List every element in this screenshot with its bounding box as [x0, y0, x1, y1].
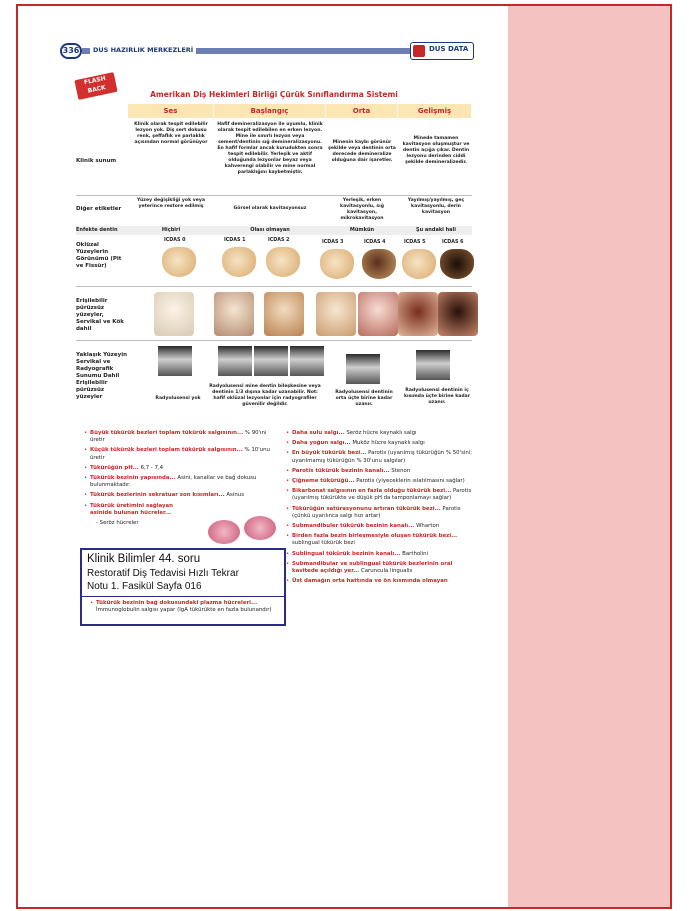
cell-klinik-baslangic: Hafif demineralizasyon ile uyumlu, klinik olarak tespit edilebilen en erken lezyon. Mine ile sınırlı lezyon veya sement/dentinin sığ demineralizasyonu. En hafif formlar ancak kurudukten sonra tespit edilebilir. Yerleşik ve aktif olduğunda lezyonlar beyaz veya kahverengi olabilir ve mine normal parlaklığını kaybetmiştir. [217, 122, 323, 175]
cell-diger-gelismis: Yayılmış/yayılmış, geç kavitasyonlu, derin kavitasyon [407, 198, 465, 215]
cell-klinik-orta: Minenin kaybı görünür şekilde veya dentinin orta derecede demineralize olduğuna dair işaretler. [328, 140, 396, 163]
column-gelismis: Gelişmiş [398, 104, 472, 118]
row-label-erisilebilir: Erişilebilir pürüzsüz yüzeyler, Servikal ve Kök dahil [76, 298, 124, 332]
xray-image [346, 354, 380, 384]
tooth-photo [358, 292, 398, 336]
tooth-photo [214, 292, 254, 336]
flash-back-badge: FLASH BACK [74, 72, 117, 100]
tooth-image [320, 249, 354, 279]
gland-illustration [244, 516, 276, 540]
column-ses: Ses [128, 104, 214, 118]
cell-diger-baslangic: Görsel olarak kavitasyonsuz [233, 206, 307, 211]
tooth-photo [398, 292, 438, 336]
gland-illustration [208, 520, 240, 544]
logo-text: DUS DATA [429, 45, 469, 53]
column-baslangic: Başlangıç [214, 104, 326, 118]
tooth-image [266, 247, 300, 277]
row-divider [76, 340, 472, 341]
sub-item: - Seröz hücreler [96, 520, 139, 527]
tooth-photo [154, 292, 194, 336]
icdas-label: ICDAS 4 [364, 240, 386, 245]
list-item: • Submandibular ve sublingual tükürük bezlerinin oral kavitede açıldığı yer... Caruncula lingualis [286, 561, 476, 575]
list-item: • Daha yoğun salgı... Muköz hücre kaynaklı salgı [286, 440, 476, 447]
column-orta: Orta [326, 104, 398, 118]
table-title: Amerikan Diş Hekimleri Birliği Çürük Sınıflandırma Sistemi [150, 90, 398, 99]
cell-klinik-gelismis: Minede tamamen kavitasyon oluşmuştur ve dentin açığa çıkar. Dentin lezyonu derinden ciddi şekilde demineralizedir. [402, 136, 470, 165]
icdas-label: ICDAS 3 [322, 240, 344, 245]
list-item: • Tükürüğün pH... 6,7 - 7,4 [84, 465, 274, 472]
icdas-label: ICDAS 6 [442, 240, 464, 245]
tooth-image [162, 247, 196, 277]
tooth-image [402, 249, 436, 279]
tooth-image [362, 249, 396, 279]
cell-diger-ses: Yüzey değişikliği yok veya yeterince restore edilmiş [137, 198, 205, 209]
page-header [58, 40, 478, 62]
row-divider [76, 195, 472, 196]
cell-enfekte-baslangic: Olası olmayan [250, 227, 290, 233]
list-item: • Daha sulu salgı... Seröz hücre kaynaklı salgı [286, 430, 476, 437]
row-label-okluzal: Oklüzal Yüzeylerin Görünümü (Pit ve Fissür) [76, 242, 122, 269]
margin-strip [508, 6, 672, 907]
row-label-radyografik: Yaklaşık Yüzeyin Servikal ve Radyografik Sunumu Dahil Erişilebilir pürüzsüz yüzeyler [76, 352, 127, 400]
row-divider [76, 286, 472, 287]
xray-image [218, 346, 252, 376]
reference-card [80, 548, 286, 626]
cell-rad-orta: Radyolusensi dentinin orta üçte birine kadar uzanır. [335, 390, 393, 407]
xray-image [290, 346, 324, 376]
tooth-photo [438, 292, 478, 336]
row-label-enfekte: Enfekte dentin [76, 227, 118, 233]
icdas-label: ICDAS 1 [224, 238, 246, 243]
list-item: • En büyük tükürük bezi... Parotis (uyarılmış tükürüğün % 50'sini; uyarılmamış tükürüğün % 30'unu salgılar) [286, 450, 476, 464]
list-item: • Tükürük bezinin yapısında... Asini, kanallar ve bağ dokusu bulunmaktadır. [84, 475, 274, 489]
list-item: • Sublingual tükürük bezinin kanalı... Bartholini [286, 551, 476, 558]
cell-enfekte-gelismis: Şu andaki hali [416, 227, 456, 233]
card-divider [82, 596, 284, 597]
row-label-klinik-sunum: Klinik sunum [76, 158, 117, 164]
tooth-image [440, 249, 474, 279]
list-item: • Üst damağın orta hattında ve ön kısmında olmayan [286, 578, 476, 585]
list-item: • Tükürük bezlerinin sekratuar son kısımları... Asinus [84, 492, 274, 499]
left-bullet-list [84, 430, 274, 527]
list-item: • Tükürüğün satürasyonunu artıran tükürük bezi... Parotis (çünkü uyarılınca salgı hızı artar) [286, 506, 476, 520]
card-bullet: • Tükürük bezinin bağ dokusundaki plazma hücreleri... İmmunoglobulin salgısı yapar (IgA tükürükte en fazla bulunandır) [90, 600, 284, 614]
tooth-photo [264, 292, 304, 336]
card-title: Klinik Bilimler 44. soru [87, 553, 201, 565]
list-item: • Birden fazla bezin birleşmesiyle oluşan tükürük bezi... sublingual tükürük bezi [286, 533, 476, 547]
list-item: • Parotis tükürük bezinin kanalı... Stenon [286, 468, 476, 475]
header-title: DUS HAZIRLIK MERKEZLERİ [90, 46, 196, 54]
cell-rad-baslangic: Radyolusensi mine dentin bileşkesine veya dentinin 1/3 dışına kadar uzanabilir. Not: hafif oklüzal lezyonlar için radyografiler güvenilir değildir. [209, 384, 321, 407]
logo-icon [413, 45, 425, 57]
icdas-label: ICDAS 5 [404, 240, 426, 245]
icdas-label: ICDAS 0 [164, 238, 186, 243]
cell-diger-orta: Yerleşik, erken kavitasyonlu, sığ kavitasyon, mikrokavitasyon [340, 198, 384, 221]
list-item: • Çiğneme tükürüğü... Parotis (yiyeceklerin ıslatılmasını sağlar) [286, 478, 476, 485]
cell-enfekte-ses: Hiçbiri [161, 227, 181, 233]
icdas-label: ICDAS 2 [268, 238, 290, 243]
page-number: 336 [60, 43, 82, 59]
right-bullet-list [286, 430, 476, 588]
publisher-logo [410, 42, 474, 60]
xray-image [254, 346, 288, 376]
cell-rad-ses: Radyolusensi yok [155, 396, 201, 401]
xray-image [158, 346, 192, 376]
card-subtitle: Restoratif Diş Tedavisi Hızlı Tekrar [87, 568, 239, 579]
list-item: • Submandibuler tükürük bezinin kanalı... Wharton [286, 523, 476, 530]
list-item: • Bikarbonat salgısının en fazla olduğu tükürük bezi... Parotis (uyarılmış tükürükte ve düşük pH da tamponlamayı sağlar) [286, 488, 476, 502]
row-label-diger: Diğer etiketler [76, 206, 122, 212]
cell-enfekte-orta: Mümkün [349, 227, 375, 233]
list-item: • Tükürük üretimini sağlayan asinide bulunan hücreler... [84, 503, 192, 517]
cell-klinik-ses: Klinik olarak tespit edilebilir lezyon yok. Diş sert dokusu renk, şeffaflık ve parlaklık açısından normal görünüyor [134, 122, 208, 145]
xray-image [416, 350, 450, 380]
cell-rad-gelismis: Radyolusensi dentinin iç kısımda üçte birine kadar uzanır. [403, 388, 471, 405]
tooth-image [222, 247, 256, 277]
list-item: • Küçük tükürük bezleri toplam tükürük salgısının... % 10'unu üretir [84, 447, 274, 461]
page-frame [16, 4, 672, 909]
card-source: Notu 1. Fasikül Sayfa 016 [87, 581, 202, 592]
tooth-photo [316, 292, 356, 336]
list-item: • Büyük tükürük bezleri toplam tükürük salgısının... % 90'ını üretir [84, 430, 274, 444]
enfekte-band [76, 226, 472, 235]
